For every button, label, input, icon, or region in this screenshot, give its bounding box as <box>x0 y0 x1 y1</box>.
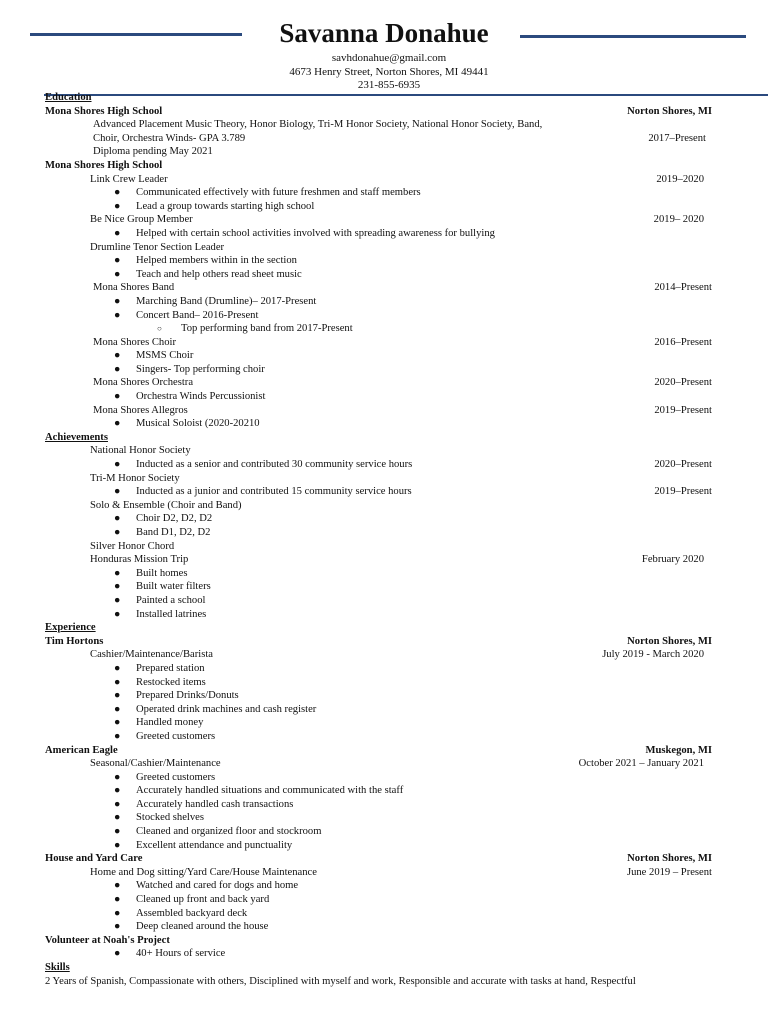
resume-line <box>0 920 768 934</box>
date: 2019–Present <box>654 486 712 498</box>
resume-line <box>0 159 768 173</box>
contact-email: savhdonahue@gmail.com <box>331 52 447 64</box>
bullet-text: Band D1, D2, D2 <box>136 527 211 538</box>
bullet-icon: ● <box>114 486 121 498</box>
bullet-text: Painted a school <box>136 594 206 606</box>
employer-name: Tim Hortons <box>45 635 104 647</box>
resume-line <box>0 268 768 282</box>
diploma-line: Diploma pending May 2021 <box>93 146 213 158</box>
bullet-icon: ● <box>114 459 121 471</box>
job-dates: July 2019 - March 2020 <box>602 649 704 661</box>
resume-line <box>0 376 768 390</box>
bullet-text: Helped with certain school activities involved with spreading awareness for bullying <box>136 227 495 239</box>
bullet-text: MSMS Choir <box>136 350 194 362</box>
employer-name: House and Yard Care <box>45 853 143 865</box>
resume-line <box>0 526 768 540</box>
bullet-icon: ● <box>114 798 121 810</box>
resume-line <box>0 145 768 159</box>
bullet-text: Accurately handled situations and communicated with the staff <box>136 785 404 797</box>
bullet-text: Built water filters <box>136 581 211 593</box>
resume-line <box>0 689 768 703</box>
experience-heading: Experience <box>45 622 96 634</box>
employer-name: Volunteer at Noah's Project <box>45 934 170 946</box>
school-location: Norton Shores, MI <box>627 105 712 117</box>
resume-body <box>0 91 768 988</box>
bullet-icon: ● <box>114 690 121 702</box>
bullet-icon: ● <box>114 350 121 362</box>
resume-line <box>0 281 768 295</box>
activity-title: Mona Shores Allegros <box>93 404 188 416</box>
resume-line <box>0 567 768 581</box>
bullet-icon: ● <box>114 880 121 892</box>
bullet-text: Inducted as a senior and contributed 30 community service hours <box>136 459 413 471</box>
resume-line <box>0 879 768 893</box>
resume-line <box>0 118 768 132</box>
bullet-text: Helped members within in the section <box>136 255 297 267</box>
bullet-text: Lead a group towards starting high school <box>136 200 315 212</box>
bullet-text: Musical Soloist (2020-20210 <box>136 418 260 430</box>
bullet-text: Prepared Drinks/Donuts <box>136 690 239 702</box>
bullet-icon: ● <box>114 894 121 906</box>
resume-line <box>0 295 768 309</box>
resume-line <box>0 173 768 187</box>
bullet-text: Inducted as a junior and contributed 15 community service hours <box>136 486 412 498</box>
bullet-icon: ● <box>114 227 121 239</box>
resume-line <box>0 241 768 255</box>
resume-line <box>0 703 768 717</box>
resume-line <box>0 893 768 907</box>
bullet-icon: ● <box>114 567 121 579</box>
bullet-icon: ● <box>114 907 121 919</box>
resume-line <box>0 947 768 961</box>
achievement-title: Solo & Ensemble (Choir and Band) <box>90 499 242 511</box>
bullet-icon: ● <box>114 255 121 267</box>
bullet-icon: ● <box>114 839 121 851</box>
bullet-icon: ● <box>114 676 121 688</box>
resume-line <box>0 540 768 554</box>
bullet-icon: ● <box>114 730 121 742</box>
activity-title: Drumline Tenor Section Leader <box>90 241 225 253</box>
bullet-text: Installed latrines <box>136 608 207 620</box>
job-role: Seasonal/Cashier/Maintenance <box>90 758 221 770</box>
activity-title: Mona Shores Choir <box>93 336 176 348</box>
bullet-icon: ● <box>114 295 121 307</box>
contact-phone: 231-855-6935 <box>357 79 421 91</box>
bullet-text: Greeted customers <box>136 771 216 783</box>
date: 2020–Present <box>654 459 712 471</box>
activity-title: Be Nice Group Member <box>90 214 193 226</box>
bullet-icon: ● <box>114 826 121 838</box>
resume-line <box>0 934 768 948</box>
bullet-icon: ● <box>114 200 121 212</box>
resume-line <box>0 309 768 323</box>
resume-line <box>0 839 768 853</box>
resume-line <box>0 662 768 676</box>
bullet-icon: ● <box>114 363 121 375</box>
resume-line <box>0 866 768 880</box>
resume-line <box>0 676 768 690</box>
bullet-icon: ● <box>114 921 121 933</box>
resume-line <box>0 213 768 227</box>
resume-line <box>0 975 768 989</box>
resume-line <box>0 499 768 513</box>
resume-line <box>0 132 768 146</box>
coursework-line: Choir, Orchestra Winds- GPA 3.789 <box>93 132 246 144</box>
bullet-icon: ● <box>114 608 121 620</box>
resume-line <box>0 852 768 866</box>
job-role: Cashier/Maintenance/Barista <box>90 649 213 661</box>
bullet-icon: ● <box>114 785 121 797</box>
resume-line <box>0 322 768 336</box>
sub-bullet-text: Top performing band from 2017-Present <box>181 323 353 335</box>
resume-line <box>0 227 768 241</box>
resume-line <box>0 431 768 445</box>
resume-line <box>0 621 768 635</box>
resume-line <box>0 512 768 526</box>
bullet-text: Marching Band (Drumline)– 2017-Present <box>136 295 317 307</box>
skills-heading: Skills <box>45 962 70 973</box>
achievement-title: Silver Honor Chord <box>90 540 175 552</box>
resume-line <box>0 200 768 214</box>
resume-line <box>0 744 768 758</box>
activity-title: Mona Shores Orchestra <box>93 377 194 389</box>
bullet-icon: ● <box>114 391 121 403</box>
date: 2019–2020 <box>656 173 704 185</box>
date: 2017–Present <box>648 132 706 144</box>
bullet-icon: ● <box>114 771 121 783</box>
section-heading-row <box>0 91 768 105</box>
bullet-text: Orchestra Winds Percussionist <box>136 391 266 403</box>
bullet-text: Choir D2, D2, D2 <box>136 513 213 525</box>
resume-line <box>0 811 768 825</box>
date: 2020–Present <box>654 377 712 389</box>
bullet-text: Concert Band– 2016-Present <box>136 309 259 321</box>
employer-name: American Eagle <box>45 744 118 756</box>
bullet-text: Excellent attendance and punctuality <box>136 839 293 851</box>
bullet-text: Singers- Top performing choir <box>136 363 265 375</box>
job-dates: October 2021 – January 2021 <box>578 758 704 770</box>
resume-line <box>0 254 768 268</box>
resume-line <box>0 336 768 350</box>
resume-line <box>0 784 768 798</box>
bullet-text: Stocked shelves <box>136 812 204 824</box>
bullet-icon: ● <box>114 187 121 199</box>
bullet-text: Prepared station <box>136 662 205 674</box>
date: 2014–Present <box>654 282 712 294</box>
coursework-line: Advanced Placement Music Theory, Honor Biology, Tri-M Honor Society, National Honor Society, Band, <box>93 119 543 131</box>
bullet-text: Greeted customers <box>136 730 216 742</box>
resume-line <box>0 363 768 377</box>
org-row <box>0 105 768 119</box>
bullet-icon: ● <box>114 812 121 824</box>
bullet-icon: ● <box>114 717 121 729</box>
contact-address: 4673 Henry Street, Norton Shores, MI 49441 <box>289 66 489 78</box>
bullet-text: Built homes <box>136 567 188 579</box>
school-name: Mona Shores High School <box>45 105 163 117</box>
applicant-name: Savanna Donahue <box>279 18 489 48</box>
achievement-title: Tri-M Honor Society <box>90 472 180 484</box>
job-role: Home and Dog sitting/Yard Care/House Maintenance <box>90 866 317 878</box>
resume-line <box>0 757 768 771</box>
resume-line <box>0 635 768 649</box>
employer-location: Norton Shores, MI <box>627 635 712 647</box>
bullet-text: Operated drink machines and cash register <box>136 703 317 715</box>
resume-line <box>0 716 768 730</box>
bullet-text: Cleaned and organized floor and stockroom <box>136 826 322 838</box>
bullet-icon: ● <box>114 594 121 606</box>
date: 2016–Present <box>654 336 712 348</box>
sub-bullet-icon: ○ <box>157 324 162 334</box>
resume-line <box>0 553 768 567</box>
job-dates: June 2019 – Present <box>626 866 712 878</box>
bullet-icon: ● <box>114 703 121 715</box>
resume-line <box>0 580 768 594</box>
bullet-text: Assembled backyard deck <box>136 907 248 919</box>
employer-location: Norton Shores, MI <box>627 853 712 865</box>
resume-line <box>0 730 768 744</box>
resume-line <box>0 444 768 458</box>
bullet-text: Cleaned up front and back yard <box>136 894 270 906</box>
skills-text: 2 Years of Spanish, Compassionate with others, Disciplined with myself and work, Responsible and accurate with tasks at hand, Respectful <box>45 975 636 987</box>
bullet-icon: ● <box>114 581 121 593</box>
bullet-icon: ● <box>114 513 121 525</box>
date: 2019– 2020 <box>653 214 704 226</box>
bullet-text: Deep cleaned around the house <box>136 921 269 933</box>
bullet-icon: ● <box>114 948 121 960</box>
bullet-text: Accurately handled cash transactions <box>136 798 294 810</box>
bullet-icon: ● <box>114 268 121 280</box>
resume-line <box>0 186 768 200</box>
resume-line <box>0 798 768 812</box>
bullet-text: Teach and help others read sheet music <box>136 268 302 280</box>
employer-location: Muskegon, MI <box>645 744 712 756</box>
resume-line <box>0 485 768 499</box>
bullet-icon: ● <box>114 418 121 430</box>
bullet-icon: ● <box>114 309 121 321</box>
resume-line <box>0 608 768 622</box>
bullet-icon: ● <box>114 527 121 538</box>
achievements-heading: Achievements <box>45 431 108 443</box>
resume-line <box>0 825 768 839</box>
date: 2019–Present <box>654 404 712 416</box>
resume-line <box>0 390 768 404</box>
resume-line <box>0 472 768 486</box>
resume-line <box>0 771 768 785</box>
resume-line <box>0 907 768 921</box>
activity-title: Mona Shores Band <box>93 282 175 294</box>
bullet-text: 40+ Hours of service <box>136 948 226 960</box>
resume-line <box>0 458 768 472</box>
bullet-text: Watched and cared for dogs and home <box>136 880 299 892</box>
bullet-text: Restocked items <box>136 676 206 688</box>
resume-line <box>0 417 768 431</box>
date: February 2020 <box>641 554 704 566</box>
education-heading: Education <box>45 92 92 103</box>
resume-line <box>0 349 768 363</box>
bullet-text: Handled money <box>136 717 204 729</box>
bullet-text: Communicated effectively with future freshmen and staff members <box>136 187 421 199</box>
activity-title: Link Crew Leader <box>90 173 168 185</box>
bullet-icon: ● <box>114 662 121 674</box>
resume-line <box>0 648 768 662</box>
achievement-title: Honduras Mission Trip <box>90 554 189 566</box>
resume-line <box>0 404 768 418</box>
resume-line <box>0 961 768 975</box>
achievement-title: National Honor Society <box>90 445 191 457</box>
school-name: Mona Shores High School <box>45 159 163 171</box>
resume-line <box>0 594 768 608</box>
